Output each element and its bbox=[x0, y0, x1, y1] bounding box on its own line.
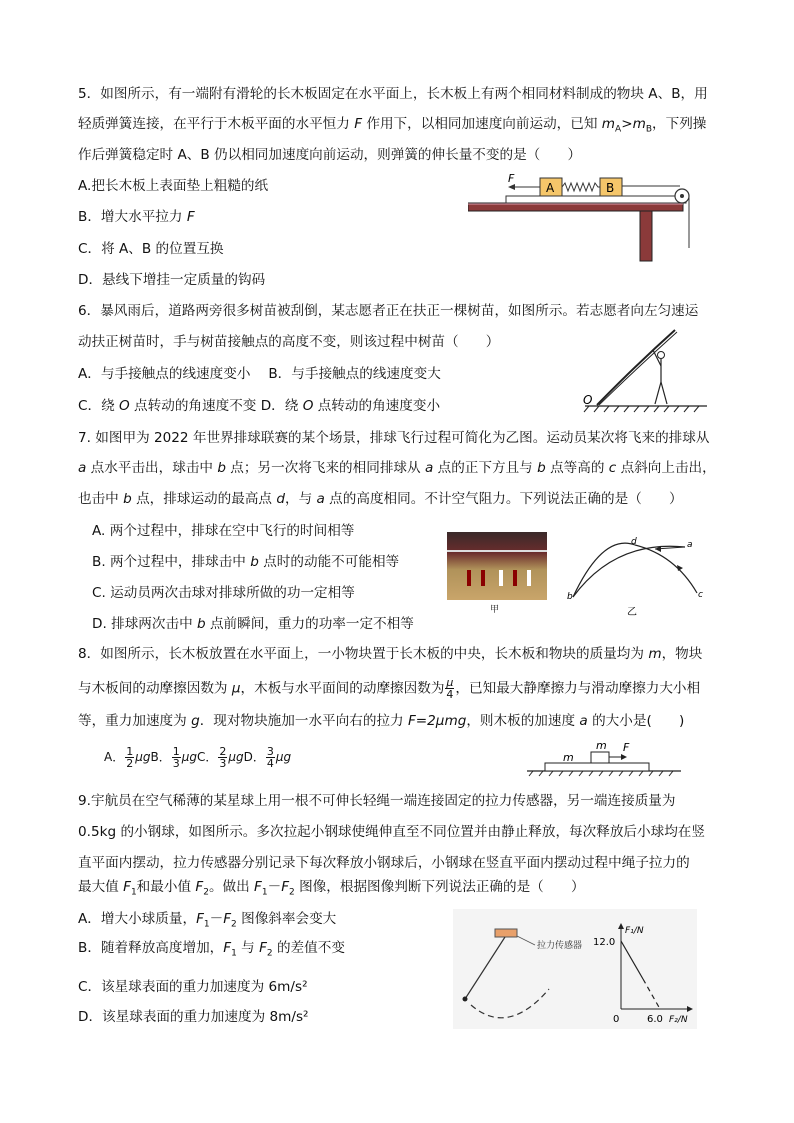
q9-option-c: C．该星球表面的重力加速度为 6m/s² bbox=[78, 979, 308, 995]
q5-line-2: 轻质弹簧连接，在平行于木板平面的水平恒力 F 作用下，以相同加速度向前运动，已知 $m_A>m_B$，下列操 bbox=[78, 116, 707, 135]
spring bbox=[562, 183, 600, 191]
svg-text:F₁/N: F₁/N bbox=[625, 926, 644, 936]
steel-ball bbox=[463, 997, 468, 1002]
svg-text:F: F bbox=[623, 741, 630, 754]
q8-line-3: 等，重力加速度为 g．现对物块施加一水平向右的拉力 F=2μmg，则木板的加速度 a 的大小是( ) bbox=[78, 713, 685, 729]
q9-line-4: 最大值 $F_1$和最小值 $F_2$。做出 $F_1-F_2$ 图像，根据图像判断下列说法正确的是（ ） bbox=[78, 879, 585, 898]
tree-trunk bbox=[597, 330, 675, 405]
arc-c bbox=[573, 543, 635, 597]
q5-option-b: B．增大水平拉力 F bbox=[78, 209, 195, 225]
q6-line-1: 6．暴风雨后，道路两旁很多树苗被刮倒，某志愿者正在扶正一棵树苗，如图所示。若志愿者向左匀速运 bbox=[78, 303, 699, 319]
person-head bbox=[658, 352, 665, 359]
q5-figure-board bbox=[468, 168, 698, 264]
svg-text:乙: 乙 bbox=[627, 607, 637, 618]
q7-option-c: C. 运动员两次击球对排球所做的功一定相等 bbox=[92, 585, 355, 601]
svg-text:O: O bbox=[583, 393, 593, 407]
svg-text:m: m bbox=[563, 751, 574, 764]
q8-line-2: 与木板间的动摩擦因数为 μ，木板与水平面间的动摩擦因数为 $\frac{\mu}{4}$ ，已知最大静摩擦力与滑动摩擦力大小相 bbox=[78, 676, 701, 701]
svg-text:d: d bbox=[631, 537, 637, 547]
q5-option-c: C．将 A、B 的位置互换 bbox=[78, 241, 224, 257]
q8-figure-board bbox=[525, 735, 685, 780]
long-board bbox=[545, 763, 649, 771]
svg-text:F₂/N: F₂/N bbox=[669, 1015, 688, 1025]
caption-jia: 甲 bbox=[490, 605, 500, 615]
svg-text:b: b bbox=[567, 592, 573, 602]
svg-text:0: 0 bbox=[613, 1014, 620, 1025]
svg-text:A: A bbox=[546, 181, 555, 195]
q7-option-b: B. 两个过程中，排球击中 b 点时的动能不可能相等 bbox=[92, 554, 400, 570]
svg-text:a: a bbox=[687, 540, 693, 550]
q7-line-1: 7. 如图甲为 2022 年世界排球联赛的某个场景，排球飞行过程可简化为乙图。运动员某次将飞来的排球从 bbox=[78, 430, 710, 446]
svg-text:F: F bbox=[508, 172, 515, 185]
q9-figure-pendulum bbox=[453, 909, 697, 1029]
q9-line-1: 9.宇航员在空气稀薄的某星球上用一根不可伸长轻绳一端连接固定的拉力传感器，另一端连接质量为 bbox=[78, 793, 676, 809]
svg-text:m: m bbox=[596, 739, 607, 752]
q5-line-3: 作后弹簧稳定时 A、B 仍以相同加速度向前运动，则弹簧的伸长量不变的是（ ） bbox=[78, 147, 582, 163]
q8-line-1: 8．如图所示，长木板放置在水平面上，一小物块置于长木板的中央，长木板和物块的质量均为 m，物块 bbox=[78, 646, 703, 662]
q6-options-cd: C．绕 O 点转动的角速度不变 D．绕 O 点转动的角速度变小 bbox=[78, 398, 441, 414]
fraction-mu-over-4: $\frac{\mu}{4}$ bbox=[446, 676, 454, 701]
force-sensor bbox=[495, 929, 517, 937]
q7-option-d: D. 排球两次击中 b 点前瞬间，重力的功率一定不相等 bbox=[92, 616, 414, 632]
volleyball-photo bbox=[447, 532, 547, 600]
q7-figure-trajectory bbox=[565, 535, 705, 625]
q6-line-2: 动扶正树苗时，手与树苗接触点的高度不变，则该过程中树苗（ ） bbox=[78, 334, 500, 350]
q9-option-d: D．该星球表面的重力加速度为 8m/s² bbox=[78, 1009, 309, 1025]
q6-figure-tree bbox=[575, 326, 715, 416]
small-block bbox=[591, 752, 609, 763]
q7-line-2: a 点水平击出，球击中 b 点；另一次将飞来的相同排球从 a 点的正下方且与 b 点等高的 c 点斜向上击出， bbox=[78, 460, 716, 476]
q5-line-1: 5．如图所示，有一端附有滑轮的长木板固定在水平面上，长木板上有两个相同材料制成的物块 A、B，用 bbox=[78, 86, 708, 102]
arc-a bbox=[573, 546, 685, 597]
q7-line-3: 也击中 b 点，排球运动的最高点 d，与 a 点的高度相同。不计空气阻力。下列说法正确的是（ ） bbox=[78, 491, 683, 507]
arc-c-rise bbox=[635, 545, 697, 593]
q9-line-3: 直平面内摆动，拉力传感器分别记录下每次释放小钢球后，小钢球在竖直平面内摆动过程中绳子拉力的 bbox=[78, 855, 690, 871]
svg-text:c: c bbox=[698, 590, 703, 600]
q5-option-a: A.把长木板上表面垫上粗糙的纸 bbox=[78, 178, 269, 194]
svg-text:12.0: 12.0 bbox=[593, 937, 616, 948]
q9-option-a: A．增大小球质量，$F_1-F_2$ 图像斜率会变大 bbox=[78, 911, 337, 930]
svg-text:6.0: 6.0 bbox=[647, 1014, 663, 1025]
q9-option-b: B．随着释放高度增加，$F_1$ 与 $F_2$ 的差值不变 bbox=[78, 940, 345, 959]
q5-option-d: D．悬线下增挂一定质量的钩码 bbox=[78, 272, 266, 288]
q6-options-ab: A．与手接触点的线速度变小 B．与手接触点的线速度变大 bbox=[78, 366, 441, 382]
q9-line-2: 0.5kg 的小钢球，如图所示。多次拉起小钢球使绳伸直至不同位置并由静止释放，每次释放后小球均在竖 bbox=[78, 824, 705, 840]
q7-option-a: A. 两个过程中，排球在空中飞行的时间相等 bbox=[92, 523, 355, 539]
svg-text:B: B bbox=[606, 181, 615, 195]
svg-text:拉力传感器: 拉力传感器 bbox=[537, 941, 583, 951]
q8-options: A． $\frac{1}{2}$ μgB． $\frac{1}{3}$ μgC． $\frac{2}{3}$ μgD． $\frac{3}{4}$ μg bbox=[104, 745, 292, 770]
